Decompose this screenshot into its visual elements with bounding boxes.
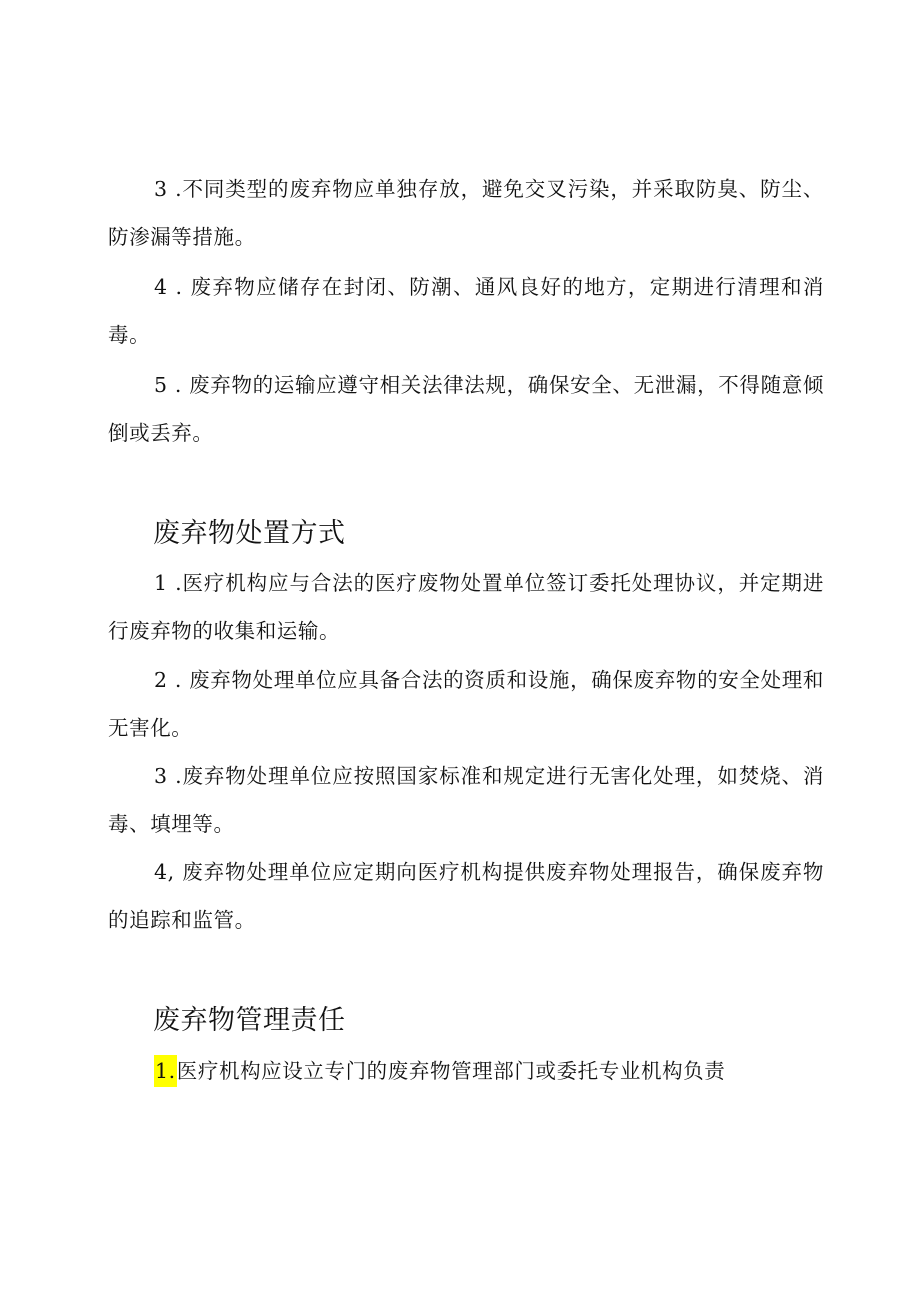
storage-item-4: [108, 263, 824, 359]
item-number: 5: [154, 373, 168, 397]
item-text: 废弃物处理单位应定期向医疗机构提供废弃物处理报告，确保废弃物的追踪和监管。: [108, 860, 824, 932]
section-heading-disposal: 废弃物处置方式: [153, 518, 346, 549]
item-number: 3: [154, 177, 168, 201]
disposal-item-3: [108, 752, 824, 848]
responsibility-item-1: [108, 1047, 824, 1095]
item-text: . 废弃物处理单位应具备合法的资质和设施，确保废弃物的安全处理和无害化。: [108, 668, 824, 740]
disposal-item-2: [108, 656, 824, 752]
highlighted-item-number: 1.: [154, 1055, 177, 1087]
item-number: 1: [154, 571, 168, 595]
storage-item-3: [108, 165, 824, 261]
item-text: .废弃物处理单位应按照国家标准和规定进行无害化处理，如焚烧、消毒、填埋等。: [108, 764, 824, 836]
item-text: . 废弃物的运输应遵守相关法律法规，确保安全、无泄漏，不得随意倾倒或丢弃。: [108, 373, 824, 445]
item-number: 4,: [154, 860, 175, 884]
item-number: 4: [154, 275, 168, 299]
disposal-item-4: [108, 848, 824, 944]
disposal-item-1: [108, 559, 824, 655]
item-text: . 废弃物应储存在封闭、防潮、通风良好的地方，定期进行清理和消毒。: [108, 275, 824, 347]
item-text: 医疗机构应设立专门的废弃物管理部门或委托专业机构负责: [176, 1059, 726, 1083]
item-number: 3: [154, 764, 168, 788]
item-text: .不同类型的废弃物应单独存放，避免交叉污染，并采取防臭、防尘、防渗漏等措施。: [108, 177, 824, 249]
section-heading-responsibility: 废弃物管理责任: [153, 1005, 346, 1036]
item-number: 2: [154, 668, 168, 692]
item-text: .医疗机构应与合法的医疗废物处置单位签订委托处理协议，并定期进行废弃物的收集和运输。: [108, 571, 824, 643]
storage-item-5: [108, 361, 824, 457]
